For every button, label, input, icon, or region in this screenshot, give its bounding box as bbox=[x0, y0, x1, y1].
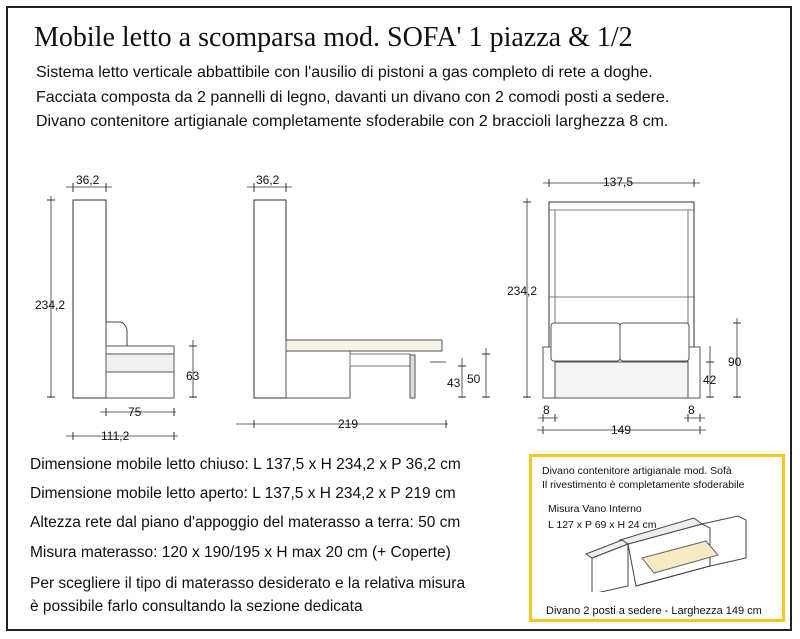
front-view bbox=[507, 175, 742, 437]
sofa-base bbox=[106, 354, 174, 372]
dim-width: 137,5 bbox=[603, 175, 634, 189]
spec-line: è possibile farlo consultando la sezione dedicata bbox=[30, 598, 363, 615]
spec-line: Misura materasso: 120 x 190/195 x H max 20 cm (+ Coperte) bbox=[30, 544, 451, 561]
dim-depth: 36,2 bbox=[256, 173, 280, 187]
dim-seat-height: 63 bbox=[186, 369, 200, 383]
sofa-back bbox=[106, 322, 127, 346]
page-title: Mobile letto a scomparsa mod. SOFA' 1 piazza & 1/2 bbox=[34, 22, 633, 53]
back-cushion-left bbox=[551, 323, 620, 361]
dim-leg-height: 43 bbox=[447, 376, 461, 390]
spec-line: Dimensione mobile letto aperto: L 137,5 x H 234,2 x P 219 cm bbox=[30, 485, 456, 502]
sofa-box-subheading: Il rivestimento è completamente sfoderabile bbox=[542, 479, 745, 491]
sofa-container bbox=[286, 351, 350, 398]
dim-sofa-width: 149 bbox=[611, 423, 632, 437]
inner-compartment-label: Misura Vano Interno bbox=[548, 503, 642, 515]
sofa-box-caption: Divano 2 posti a sedere - Larghezza 149 cm bbox=[546, 605, 762, 617]
sofa-cushion bbox=[106, 346, 174, 354]
bed-leg bbox=[410, 355, 415, 398]
dim-armrest-right: 8 bbox=[688, 403, 695, 417]
bed-rail bbox=[350, 354, 410, 366]
dim-seat-height: 42 bbox=[703, 373, 717, 387]
spec-line: Dimensione mobile letto chiuso: L 137,5 x H 234,2 x P 36,2 cm bbox=[30, 456, 461, 473]
sofa-base bbox=[555, 362, 688, 398]
inner-compartment-size: L 127 x P 69 x H 24 cm bbox=[548, 519, 657, 531]
intro-line: Divano contenitore artigianale completamente sfoderabile con 2 braccioli larghezza 8 cm. bbox=[36, 113, 669, 130]
sofa-container bbox=[106, 372, 174, 398]
dim-height: 234,2 bbox=[507, 284, 538, 298]
sofa-box-heading: Divano contenitore artigianale mod. Sofà bbox=[542, 465, 732, 477]
spec-line: Altezza rete dal piano d'appoggio del materasso a terra: 50 cm bbox=[30, 514, 461, 531]
bed-frame bbox=[286, 340, 442, 351]
dim-height: 234,2 bbox=[35, 298, 66, 312]
sofa-info-box bbox=[529, 454, 785, 622]
armrest-right bbox=[688, 347, 700, 398]
side-view-open bbox=[236, 173, 490, 431]
dim-armrest-left: 8 bbox=[543, 403, 550, 417]
cabinet-side bbox=[73, 200, 106, 398]
intro-line: Sistema letto verticale abbattibile con l'ausilio di pistoni a gas completo di rete a doghe. bbox=[36, 64, 653, 81]
dim-total-length: 219 bbox=[338, 417, 359, 431]
dim-bed-height: 50 bbox=[467, 372, 481, 386]
back-cushion-right bbox=[620, 323, 689, 361]
intro-line: Facciata composta da 2 pannelli di legno, davanti un divano con 2 comodi posti a sedere. bbox=[36, 89, 670, 106]
dim-total-depth: 111,2 bbox=[101, 429, 130, 443]
dim-sofa-depth: 75 bbox=[128, 405, 142, 419]
dim-sofa-height: 90 bbox=[728, 355, 742, 369]
dim-depth: 36,2 bbox=[76, 173, 100, 187]
open-sofa-illustration bbox=[532, 512, 782, 592]
spec-line: Per scegliere il tipo di materasso desiderato e la relativa misura bbox=[30, 575, 466, 592]
side-view-closed bbox=[35, 173, 200, 443]
cabinet-side bbox=[254, 200, 286, 398]
